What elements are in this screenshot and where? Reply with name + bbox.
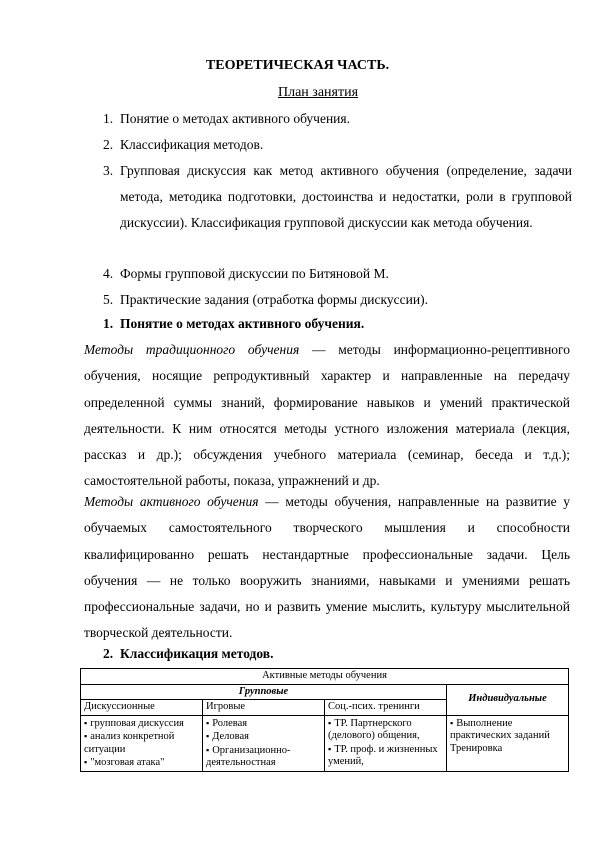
definition-traditional: — методы информационно-рецептивного обучения, носящие репродуктивный характер и направленные на передачу определенной суммы знаний, формирование навыков и умений практической деятельности. К ним относятся методы устного изложения материала (лекция, рассказ и др.); обсуждения учебного материала (семинар, беседа и т.д.); самостоятельной работы, показа, упражнений и др. — [84, 342, 571, 489]
plan-item-number: 3. — [103, 163, 114, 178]
paragraph-active-methods — [84, 489, 570, 647]
list-item: ▪ ТР. проф. и жизненных умений, — [328, 743, 443, 769]
plan-item-number: 1. — [103, 111, 114, 126]
term-traditional: Методы традиционного обучения — [84, 342, 300, 357]
term-active: Методы активного обучения — [84, 494, 259, 509]
list-item: ▪ Ролевая — [206, 717, 321, 731]
plan-item-number: 5. — [103, 292, 114, 307]
plan-item-number: 4. — [103, 266, 114, 281]
col-training-items — [325, 715, 447, 771]
plan-item-text: Классификация методов. — [120, 137, 264, 152]
list-item: ▪ Организационно-деятельностная — [206, 744, 321, 770]
plan-item-text: Групповая дискуссия как метод активного обучения (определение, задачи метода, методика подготовки, достоинства и недостатки, роли в групповой дискуссии). Классификация групповой дискуссии как метода обучения. — [120, 163, 572, 230]
list-item: ▪ Выполнение практических заданий Тренировка — [450, 717, 565, 756]
paragraph-traditional-methods — [84, 337, 570, 495]
plan-item-text: Формы групповой дискуссии по Битяновой М. — [120, 266, 389, 281]
page-title: ТЕОРЕТИЧЕСКАЯ ЧАСТЬ. — [205, 58, 390, 73]
methods-classification-table — [80, 668, 569, 772]
individual-methods-label: Индивидуальные — [447, 684, 569, 715]
col-individual-items — [447, 715, 569, 771]
plan-item-text: Понятие о методах активного обучения. — [120, 111, 350, 126]
list-item: ▪ Деловая — [206, 730, 321, 744]
plan-item-text: Практические задания (отработка формы дискуссии). — [120, 292, 428, 307]
col-discussion-title: Дискуссионные — [81, 700, 203, 716]
list-item: ▪ групповая дискуссия — [84, 717, 199, 731]
section-title: Понятие о методах активного обучения. — [120, 316, 365, 331]
list-item: ▪ анализ конкретной ситуации — [84, 730, 199, 756]
section-number: 2. — [103, 646, 114, 661]
plan-heading: План занятия — [277, 85, 359, 100]
table-header: Активные методы обучения — [81, 669, 569, 685]
col-discussion-items — [81, 715, 203, 771]
definition-active: — методы обучения, направленные на развитие у обучаемых самостоятельного творческого мышления и способности квалифицированно решать нестандартные профессиональные задачи. Цель обучения — не только вооружить знаниями, навыками и умениями решать профессиональные задачи, но и развить умение мыслить, культуру мыслительной творческой деятельности. — [84, 494, 570, 641]
group-methods-label: Групповые — [81, 684, 447, 700]
section-title: Классификация методов. — [120, 646, 274, 661]
section-number: 1. — [103, 316, 114, 331]
list-item: ▪ ТР. Партнерского (делового) общения, — [328, 717, 443, 743]
plan-item-number: 2. — [103, 137, 114, 152]
col-training-title: Соц.-псих. тренинги — [325, 700, 447, 716]
col-game-items — [203, 715, 325, 771]
list-item: ▪ "мозговая атака" — [84, 756, 199, 770]
col-game-title: Игровые — [203, 700, 325, 716]
